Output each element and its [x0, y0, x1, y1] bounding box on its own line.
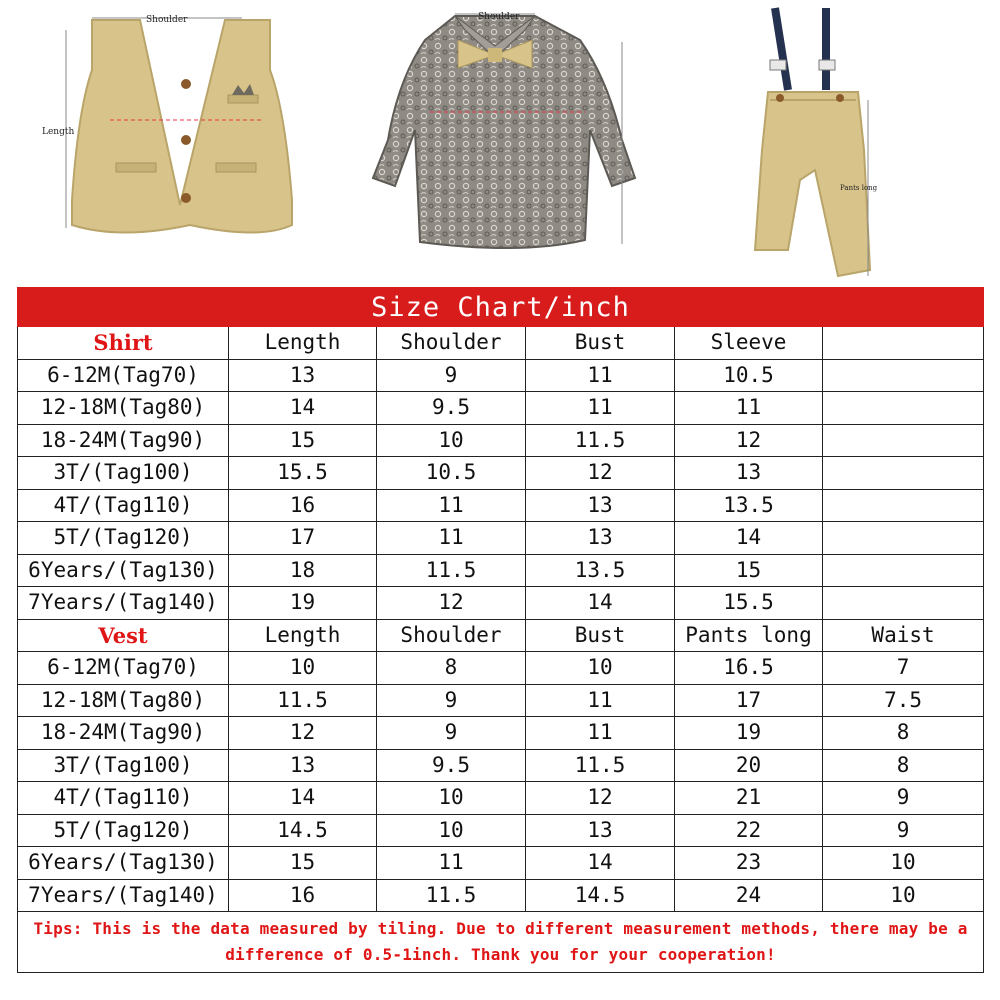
measurement-cell: 14.5 [526, 879, 675, 912]
measurement-cell: 9 [823, 814, 984, 847]
tips-row [18, 912, 984, 973]
measurement-cell: 19 [675, 717, 823, 750]
column-header: Length [229, 619, 377, 652]
size-label: 12-18M(Tag80) [18, 392, 229, 425]
measurement-cell: 10 [823, 847, 984, 880]
measurement-cell: 12 [229, 717, 377, 750]
vest-size-row [18, 717, 984, 750]
measurement-cell: 9 [823, 782, 984, 815]
measurement-cell: 8 [823, 749, 984, 782]
measurement-cell: 13 [229, 359, 377, 392]
measurement-cell: 17 [229, 522, 377, 555]
measurement-cell: 24 [675, 879, 823, 912]
size-label: 12-18M(Tag80) [18, 684, 229, 717]
vest-size-row [18, 684, 984, 717]
vest-size-row [18, 847, 984, 880]
size-label: 18-24M(Tag90) [18, 717, 229, 750]
vest-size-row [18, 749, 984, 782]
measurement-cell: 11.5 [526, 749, 675, 782]
shirt-size-row [18, 392, 984, 425]
measurement-cell: 9 [377, 717, 526, 750]
column-header: Shoulder [377, 327, 526, 360]
column-header: Shoulder [377, 619, 526, 652]
measurement-cell [823, 489, 984, 522]
measurement-cell: 21 [675, 782, 823, 815]
measurement-cell: 10 [823, 879, 984, 912]
product-images [0, 0, 1000, 285]
size-label: 4T/(Tag110) [18, 489, 229, 522]
column-header: Bust [526, 327, 675, 360]
measurement-cell: 11 [377, 522, 526, 555]
measurement-cell: 10.5 [377, 457, 526, 490]
measurement-cell: 7.5 [823, 684, 984, 717]
pants-long-label: Pants long [840, 184, 878, 192]
measurement-cell: 15 [229, 424, 377, 457]
measurement-cell: 20 [675, 749, 823, 782]
tips-note: Tips: This is the data measured by tiling. Due to different measurement methods, there may be a difference of 0.5-1inch. Thank you for your cooperation! [18, 912, 984, 973]
shirt-shoulder-label: Shoulder [478, 12, 520, 22]
size-label: 3T/(Tag100) [18, 749, 229, 782]
shirt-size-row [18, 489, 984, 522]
shirt-size-row [18, 457, 984, 490]
shirt-size-row [18, 359, 984, 392]
size-chart-title: Size Chart/inch [18, 288, 984, 327]
measurement-cell: 12 [526, 457, 675, 490]
measurement-cell: 8 [823, 717, 984, 750]
size-label: 6Years/(Tag130) [18, 554, 229, 587]
measurement-cell: 10 [377, 814, 526, 847]
measurement-cell: 13 [526, 489, 675, 522]
vest-size-row [18, 814, 984, 847]
vest-image [42, 15, 292, 233]
measurement-cell: 11 [377, 489, 526, 522]
measurement-cell: 9.5 [377, 392, 526, 425]
measurement-cell: 11.5 [377, 554, 526, 587]
measurement-cell: 14 [526, 847, 675, 880]
size-label: 7Years/(Tag140) [18, 879, 229, 912]
vest-length-label: Length [42, 127, 75, 137]
measurement-cell: 10 [229, 652, 377, 685]
product-illustrations [0, 0, 1000, 285]
shirt-image [373, 12, 635, 248]
column-header: Bust [526, 619, 675, 652]
measurement-cell: 22 [675, 814, 823, 847]
vest-shoulder-label: Shoulder [146, 15, 188, 25]
measurement-cell: 13 [526, 522, 675, 555]
measurement-cell [823, 392, 984, 425]
measurement-cell: 13.5 [675, 489, 823, 522]
column-header: Pants long [675, 619, 823, 652]
vest-size-row [18, 879, 984, 912]
measurement-cell: 17 [675, 684, 823, 717]
size-label: 5T/(Tag120) [18, 814, 229, 847]
measurement-cell: 11 [377, 847, 526, 880]
measurement-cell: 15 [675, 554, 823, 587]
shirt-size-row [18, 587, 984, 620]
shirt-section-label: Shirt [18, 327, 229, 360]
size-label: 18-24M(Tag90) [18, 424, 229, 457]
vest-size-row [18, 782, 984, 815]
measurement-cell: 13 [229, 749, 377, 782]
measurement-cell: 11.5 [229, 684, 377, 717]
measurement-cell: 14 [229, 392, 377, 425]
size-chart-table [17, 287, 984, 973]
column-header: Waist [823, 619, 984, 652]
vest-section-label: Vest [18, 619, 229, 652]
measurement-cell: 12 [377, 587, 526, 620]
measurement-cell: 11.5 [526, 424, 675, 457]
measurement-cell [823, 522, 984, 555]
measurement-cell: 9.5 [377, 749, 526, 782]
vest-header-row [18, 619, 984, 652]
measurement-cell: 14 [526, 587, 675, 620]
measurement-cell: 11.5 [377, 879, 526, 912]
measurement-cell: 11 [675, 392, 823, 425]
shirt-size-row [18, 522, 984, 555]
size-chart-title-row [18, 288, 984, 327]
vest-size-row [18, 652, 984, 685]
measurement-cell [823, 587, 984, 620]
measurement-cell [823, 554, 984, 587]
measurement-cell: 14 [675, 522, 823, 555]
measurement-cell: 10 [377, 424, 526, 457]
measurement-cell: 14.5 [229, 814, 377, 847]
measurement-cell: 11 [526, 684, 675, 717]
measurement-cell: 15 [229, 847, 377, 880]
measurement-cell [823, 424, 984, 457]
column-header: Sleeve [675, 327, 823, 360]
measurement-cell: 13 [675, 457, 823, 490]
size-label: 6-12M(Tag70) [18, 652, 229, 685]
measurement-cell: 15.5 [675, 587, 823, 620]
measurement-cell: 12 [526, 782, 675, 815]
measurement-cell: 15.5 [229, 457, 377, 490]
measurement-cell: 10 [377, 782, 526, 815]
measurement-cell: 16 [229, 879, 377, 912]
measurement-cell: 9 [377, 684, 526, 717]
column-header [823, 327, 984, 360]
measurement-cell: 14 [229, 782, 377, 815]
measurement-cell: 23 [675, 847, 823, 880]
measurement-cell [823, 359, 984, 392]
measurement-cell: 12 [675, 424, 823, 457]
size-label: 4T/(Tag110) [18, 782, 229, 815]
measurement-cell: 18 [229, 554, 377, 587]
measurement-cell: 16 [229, 489, 377, 522]
size-label: 6Years/(Tag130) [18, 847, 229, 880]
column-header: Length [229, 327, 377, 360]
shirt-size-row [18, 554, 984, 587]
measurement-cell: 7 [823, 652, 984, 685]
measurement-cell: 16.5 [675, 652, 823, 685]
measurement-cell: 9 [377, 359, 526, 392]
measurement-cell: 10.5 [675, 359, 823, 392]
size-label: 7Years/(Tag140) [18, 587, 229, 620]
measurement-cell: 11 [526, 392, 675, 425]
measurement-cell: 8 [377, 652, 526, 685]
measurement-cell [823, 457, 984, 490]
measurement-cell: 10 [526, 652, 675, 685]
shirt-header-row [18, 327, 984, 360]
measurement-cell: 19 [229, 587, 377, 620]
measurement-cell: 11 [526, 359, 675, 392]
size-label: 3T/(Tag100) [18, 457, 229, 490]
size-label: 6-12M(Tag70) [18, 359, 229, 392]
size-label: 5T/(Tag120) [18, 522, 229, 555]
measurement-cell: 13 [526, 814, 675, 847]
measurement-cell: 13.5 [526, 554, 675, 587]
measurement-cell: 11 [526, 717, 675, 750]
pants-image [755, 8, 878, 276]
shirt-size-row [18, 424, 984, 457]
